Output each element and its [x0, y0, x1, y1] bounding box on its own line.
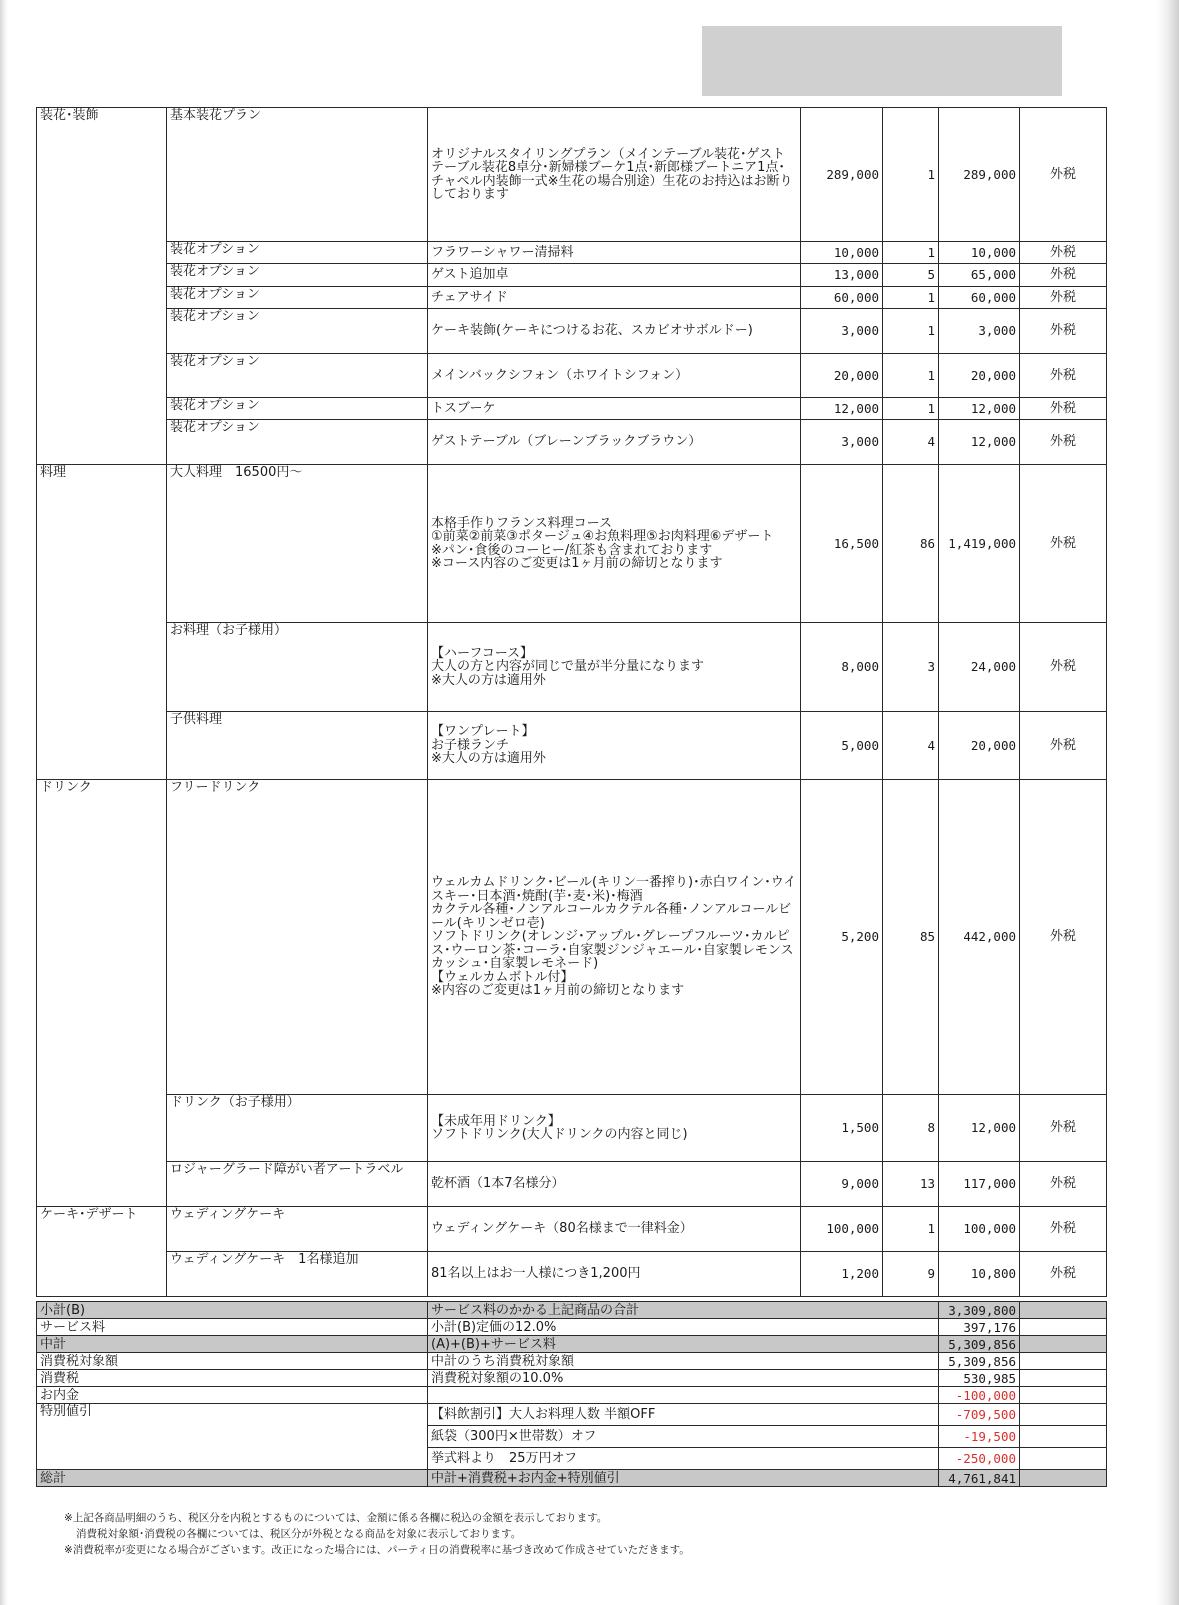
table-row — [37, 465, 1107, 623]
qty-cell: 1 — [883, 309, 939, 354]
desc-cell: ゲストテーブル（ブレーンブラックブラウン） — [428, 420, 801, 465]
amount-cell: 289,000 — [939, 108, 1020, 242]
summary-label: 消費税対象額 — [37, 1353, 428, 1370]
summary-label: 小計(B) — [37, 1302, 428, 1319]
qty-cell: 4 — [883, 712, 939, 780]
summary-label — [37, 1448, 428, 1470]
summary-row-discount — [37, 1448, 1107, 1470]
category-cell: ケーキ･デザート — [37, 1207, 167, 1297]
amount-cell: 65,000 — [939, 264, 1020, 287]
summary-desc: (A)+(B)+サービス料 — [428, 1336, 939, 1353]
price-cell: 9,000 — [801, 1162, 883, 1207]
qty-cell: 1 — [883, 398, 939, 420]
desc-cell: 81名以上はお一人様につき1,200円 — [428, 1252, 801, 1297]
item-cell: 装花オプション — [167, 309, 428, 354]
desc-cell: ウェルカムドリンク･ビール(キリン一番搾り)･赤白ワイン･ウイスキー･日本酒･焼酎(芋･麦･米)･梅酒 カクテル各種･ノンアルコールカクテル各種･ノンアルコールビール(キリンゼロ壱) ソフトドリンク(オレンジ･アップル･グレープフルーツ･カルピス･ウーロン茶･コーラ･自家製ジンジャエール･自家製レモンスカッシュ･自家製レモネード) 【ウェルカムボトル付】 ※内容のご変更は1ヶ月前の締切となります — [428, 780, 801, 1095]
summary-value: -250,000 — [939, 1448, 1020, 1470]
qty-cell: 13 — [883, 1162, 939, 1207]
summary-blank — [1020, 1370, 1107, 1387]
tax-cell: 外税 — [1020, 420, 1107, 465]
desc-cell: オリジナルスタイリングプラン（メインテーブル装花･ゲストテーブル装花8卓分･新婦様ブーケ1点･新郎様ブートニア1点･チャペル内装飾一式※生花の場合別途）生花のお持込はお断りしております — [428, 108, 801, 242]
desc-cell: ゲスト追加卓 — [428, 264, 801, 287]
item-cell: 装花オプション — [167, 420, 428, 465]
summary-value: 3,309,800 — [939, 1302, 1020, 1319]
summary-label: 消費税 — [37, 1370, 428, 1387]
amount-cell: 12,000 — [939, 398, 1020, 420]
summary-row-discount — [37, 1404, 1107, 1426]
qty-cell: 85 — [883, 780, 939, 1095]
price-cell: 16,500 — [801, 465, 883, 623]
item-cell: ウェディングケーキ 1名様追加 — [167, 1252, 428, 1297]
page-edge-left — [0, 0, 8, 1605]
table-row — [37, 1252, 1107, 1297]
summary-row-discount — [37, 1426, 1107, 1448]
desc-cell: トスブーケ — [428, 398, 801, 420]
desc-cell: フラワーシャワー清掃料 — [428, 242, 801, 264]
price-cell: 5,000 — [801, 712, 883, 780]
summary-label: サービス料 — [37, 1319, 428, 1336]
amount-cell: 117,000 — [939, 1162, 1020, 1207]
price-cell: 12,000 — [801, 398, 883, 420]
tax-cell: 外税 — [1020, 465, 1107, 623]
summary-desc: 挙式料より 25万円オフ — [428, 1448, 939, 1470]
tax-cell: 外税 — [1020, 712, 1107, 780]
amount-cell: 20,000 — [939, 712, 1020, 780]
summary-label: 特別値引 — [37, 1404, 428, 1426]
summary-label: 総計 — [37, 1470, 428, 1487]
summary-value: 4,761,841 — [939, 1470, 1020, 1487]
summary-desc: 小計(B)定価の12.0% — [428, 1319, 939, 1336]
table-row — [37, 264, 1107, 287]
summary-desc: サービス料のかかる上記商品の合計 — [428, 1302, 939, 1319]
summary-blank — [1020, 1353, 1107, 1370]
price-cell: 13,000 — [801, 264, 883, 287]
item-cell: 装花オプション — [167, 354, 428, 398]
summary-row-tax — [37, 1370, 1107, 1387]
price-cell: 3,000 — [801, 420, 883, 465]
item-cell: ウェディングケーキ — [167, 1207, 428, 1252]
tax-cell: 外税 — [1020, 623, 1107, 712]
item-cell: お料理（お子様用） — [167, 623, 428, 712]
redacted-area — [702, 26, 1062, 96]
summary-desc: 中計のうち消費税対象額 — [428, 1353, 939, 1370]
item-cell: 装花オプション — [167, 264, 428, 287]
summary-blank — [1020, 1426, 1107, 1448]
tax-cell: 外税 — [1020, 287, 1107, 309]
table-row — [37, 712, 1107, 780]
qty-cell: 4 — [883, 420, 939, 465]
table-row — [37, 354, 1107, 398]
amount-cell: 12,000 — [939, 420, 1020, 465]
qty-cell: 1 — [883, 108, 939, 242]
summary-row-subtotal — [37, 1302, 1107, 1319]
item-cell: 装花オプション — [167, 287, 428, 309]
tax-cell: 外税 — [1020, 108, 1107, 242]
tax-cell: 外税 — [1020, 780, 1107, 1095]
qty-cell: 1 — [883, 287, 939, 309]
desc-cell: ウェディングケーキ（80名様まで一律料金） — [428, 1207, 801, 1252]
summary-blank — [1020, 1448, 1107, 1470]
summary-label — [37, 1426, 428, 1448]
category-cell: ドリンク — [37, 780, 167, 1207]
item-cell: 装花オプション — [167, 242, 428, 264]
price-cell: 1,200 — [801, 1252, 883, 1297]
price-cell: 100,000 — [801, 1207, 883, 1252]
table-row — [37, 242, 1107, 264]
summary-desc — [428, 1387, 939, 1404]
item-cell: 子供料理 — [167, 712, 428, 780]
price-cell: 1,500 — [801, 1095, 883, 1162]
summary-table — [36, 1301, 1107, 1487]
price-cell: 60,000 — [801, 287, 883, 309]
summary-label: お内金 — [37, 1387, 428, 1404]
qty-cell: 8 — [883, 1095, 939, 1162]
summary-desc: 消費税対象額の10.0% — [428, 1370, 939, 1387]
page-edge-right — [1157, 0, 1179, 1605]
table-row — [37, 309, 1107, 354]
item-cell: 装花オプション — [167, 398, 428, 420]
item-cell: 基本装花プラン — [167, 108, 428, 242]
summary-blank — [1020, 1302, 1107, 1319]
table-row — [37, 623, 1107, 712]
summary-blank — [1020, 1470, 1107, 1487]
item-cell: ロジャーグラード障がい者アートラベル — [167, 1162, 428, 1207]
price-cell: 8,000 — [801, 623, 883, 712]
amount-cell: 3,000 — [939, 309, 1020, 354]
table-row — [37, 780, 1107, 1095]
item-cell: 大人料理 16500円～ — [167, 465, 428, 623]
table-row — [37, 1095, 1107, 1162]
qty-cell: 86 — [883, 465, 939, 623]
footer-note: ※消費税率が変更になる場合がございます。改正になった場合には、パーティ日の消費税率に基づき改めて作成させていただきます。 — [64, 1544, 690, 1556]
tax-cell: 外税 — [1020, 309, 1107, 354]
price-cell: 10,000 — [801, 242, 883, 264]
desc-cell: チェアサイド — [428, 287, 801, 309]
summary-value: -19,500 — [939, 1426, 1020, 1448]
tax-cell: 外税 — [1020, 354, 1107, 398]
summary-blank — [1020, 1387, 1107, 1404]
price-cell: 289,000 — [801, 108, 883, 242]
qty-cell: 1 — [883, 242, 939, 264]
summary-value: 5,309,856 — [939, 1353, 1020, 1370]
estimate-table — [36, 107, 1107, 1297]
amount-cell: 20,000 — [939, 354, 1020, 398]
tax-cell: 外税 — [1020, 1095, 1107, 1162]
summary-desc: 【料飲割引】大人お料理人数 半額OFF — [428, 1404, 939, 1426]
qty-cell: 3 — [883, 623, 939, 712]
desc-cell: 乾杯酒（1本7名様分） — [428, 1162, 801, 1207]
summary-value: 530,985 — [939, 1370, 1020, 1387]
tax-cell: 外税 — [1020, 242, 1107, 264]
tax-cell: 外税 — [1020, 1252, 1107, 1297]
summary-blank — [1020, 1319, 1107, 1336]
tax-cell: 外税 — [1020, 1207, 1107, 1252]
desc-cell: ケーキ装飾(ケーキにつけるお花、スカビオサボルドー) — [428, 309, 801, 354]
item-cell: フリードリンク — [167, 780, 428, 1095]
table-row — [37, 1162, 1107, 1207]
amount-cell: 24,000 — [939, 623, 1020, 712]
summary-label: 中計 — [37, 1336, 428, 1353]
amount-cell: 60,000 — [939, 287, 1020, 309]
item-cell: ドリンク（お子様用） — [167, 1095, 428, 1162]
qty-cell: 1 — [883, 1207, 939, 1252]
summary-value: 5,309,856 — [939, 1336, 1020, 1353]
desc-cell: 【ハーフコース】 大人の方と内容が同じで量が半分量になります ※大人の方は適用外 — [428, 623, 801, 712]
desc-cell: 【未成年用ドリンク】 ソフトドリンク(大人ドリンクの内容と同じ) — [428, 1095, 801, 1162]
summary-blank — [1020, 1336, 1107, 1353]
table-row — [37, 420, 1107, 465]
summary-row-grand-total — [37, 1470, 1107, 1487]
price-cell: 20,000 — [801, 354, 883, 398]
category-cell: 料理 — [37, 465, 167, 780]
category-cell: 装花･装飾 — [37, 108, 167, 465]
tax-cell: 外税 — [1020, 1162, 1107, 1207]
summary-desc: 紙袋（300円×世帯数）オフ — [428, 1426, 939, 1448]
summary-row-deposit — [37, 1387, 1107, 1404]
summary-blank — [1020, 1404, 1107, 1426]
amount-cell: 1,419,000 — [939, 465, 1020, 623]
table-row — [37, 398, 1107, 420]
qty-cell: 9 — [883, 1252, 939, 1297]
qty-cell: 5 — [883, 264, 939, 287]
amount-cell: 10,800 — [939, 1252, 1020, 1297]
desc-cell: 【ワンプレート】 お子様ランチ ※大人の方は適用外 — [428, 712, 801, 780]
price-cell: 5,200 — [801, 780, 883, 1095]
amount-cell: 442,000 — [939, 780, 1020, 1095]
table-row — [37, 287, 1107, 309]
table-row — [37, 1207, 1107, 1252]
desc-cell: 本格手作りフランス料理コース ①前菜②前菜③ポタージュ④お魚料理⑤お肉料理⑥デザート ※パン･食後のコーヒー/紅茶も含まれております ※コース内容のご変更は1ヶ月前の締切となります — [428, 465, 801, 623]
summary-row-midtotal — [37, 1336, 1107, 1353]
tax-cell: 外税 — [1020, 264, 1107, 287]
qty-cell: 1 — [883, 354, 939, 398]
summary-value: -100,000 — [939, 1387, 1020, 1404]
tax-cell: 外税 — [1020, 398, 1107, 420]
footer-notes — [64, 1510, 690, 1558]
footer-note: ※上記各商品明細のうち、税区分を内税とするものについては、金額に係る各欄に税込の金額を表示しております。 — [64, 1512, 608, 1524]
amount-cell: 100,000 — [939, 1207, 1020, 1252]
amount-cell: 12,000 — [939, 1095, 1020, 1162]
summary-row-service — [37, 1319, 1107, 1336]
desc-cell: メインバックシフォン（ホワイトシフォン） — [428, 354, 801, 398]
footer-note: 消費税対象額･消費税の各欄については、税区分が外税となる商品を対象に表示しております。 — [76, 1528, 522, 1540]
table-row — [37, 108, 1107, 242]
summary-row-taxable — [37, 1353, 1107, 1370]
summary-desc: 中計+消費税+お内金+特別値引 — [428, 1470, 939, 1487]
summary-value: 397,176 — [939, 1319, 1020, 1336]
amount-cell: 10,000 — [939, 242, 1020, 264]
summary-value: -709,500 — [939, 1404, 1020, 1426]
price-cell: 3,000 — [801, 309, 883, 354]
